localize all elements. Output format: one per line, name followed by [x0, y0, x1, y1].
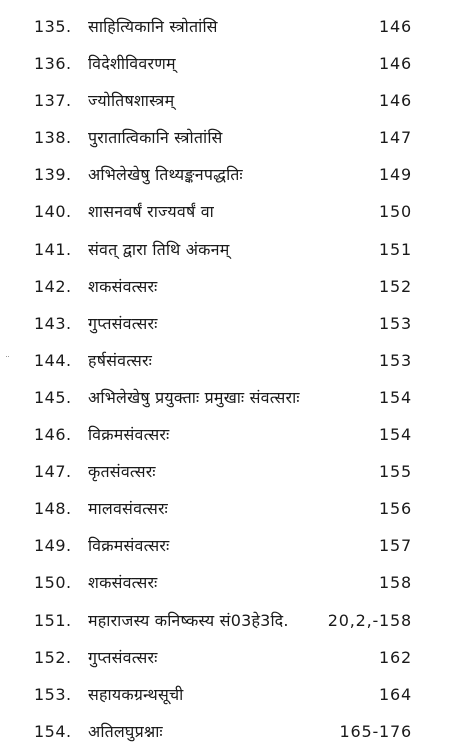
toc-entry-page: 156 [379, 499, 412, 519]
toc-entry [0, 45, 474, 82]
toc-entry-number: 139. [34, 165, 72, 185]
toc-entry [0, 713, 474, 750]
toc-entry [0, 82, 474, 119]
toc-entry-title: हर्षसंवत्सरः [88, 350, 153, 370]
toc-entry-number: 153. [34, 684, 72, 704]
toc-entry-title: विदेशीविवरणम् [88, 54, 176, 74]
toc-entry-title: कृतसंवत्सरः [88, 462, 156, 482]
toc-entry [0, 490, 474, 527]
toc-entry-number: 137. [34, 91, 72, 111]
toc-entry-page: 158 [379, 573, 412, 593]
toc-entry-title: गुप्तसंवत्सरः [88, 647, 158, 667]
toc-entry [0, 8, 474, 45]
toc-entry-title: गुप्तसंवत्सरः [88, 313, 158, 333]
toc-entry-title: सहायकग्रन्थसूची [88, 684, 184, 704]
toc-entry-number: 141. [34, 239, 72, 259]
toc-entry [0, 268, 474, 305]
toc-entry-page: 164 [379, 684, 412, 704]
toc-entry-title: मालवसंवत्सरः [88, 499, 168, 519]
toc-entry [0, 342, 474, 379]
table-of-contents [0, 8, 474, 750]
toc-entry-page: 151 [379, 239, 412, 259]
toc-entry-number: 151. [34, 610, 72, 630]
toc-entry-number: 150. [34, 573, 72, 593]
toc-entry-title: शासनवर्षं राज्यवर्षं वा [88, 202, 214, 222]
toc-entry-number: 148. [34, 499, 72, 519]
toc-entry-title: शकसंवत्सरः [88, 573, 158, 593]
toc-entry-page: 146 [379, 17, 412, 36]
toc-entry [0, 119, 474, 156]
toc-entry-title: अतिलघुप्रश्नाः [88, 721, 163, 741]
toc-entry-page: 154 [379, 387, 412, 407]
toc-entry-page: 153 [379, 313, 412, 333]
toc-entry-title: संवत् द्वारा तिथि अंकनम् [88, 239, 230, 259]
toc-entry-page: 153 [379, 350, 412, 370]
toc-entry-number: 143. [34, 313, 72, 333]
toc-entry-title: अभिलेखेषु तिथ्यङ्कनपद्धतिः [88, 165, 243, 185]
toc-entry-number: 149. [34, 536, 72, 556]
toc-entry-page: 20,2,-158 [327, 610, 412, 630]
toc-entry [0, 602, 474, 639]
toc-entry-number: 142. [34, 276, 72, 296]
toc-entry-title: शकसंवत्सरः [88, 276, 158, 296]
toc-entry-page: 150 [379, 202, 412, 222]
toc-entry [0, 305, 474, 342]
toc-entry-number: 144. [34, 350, 72, 370]
toc-entry-title: महाराजस्य कनिष्कस्य सं03हे3दि. [88, 610, 289, 630]
toc-entry [0, 193, 474, 230]
toc-entry [0, 379, 474, 416]
toc-entry-page: 165-176 [339, 721, 412, 741]
toc-entry [0, 527, 474, 564]
toc-entry-title: ज्योतिषशास्त्रम् [88, 91, 175, 111]
toc-entry-number: 135. [34, 17, 72, 36]
toc-entry-number: 145. [34, 387, 72, 407]
toc-entry [0, 416, 474, 453]
toc-entry-page: 149 [379, 165, 412, 185]
toc-entry-number: 154. [34, 721, 72, 741]
toc-entry-number: 152. [34, 647, 72, 667]
toc-entry-title: साहित्यिकानि स्त्रोतांसि [88, 17, 218, 36]
toc-entry-number: 140. [34, 202, 72, 222]
print-speck [6, 356, 9, 359]
toc-entry [0, 676, 474, 713]
toc-entry-title: विक्रमसंवत्सरः [88, 536, 170, 556]
toc-entry-number: 138. [34, 128, 72, 148]
toc-entry-page: 146 [379, 91, 412, 111]
toc-entry-page: 155 [379, 462, 412, 482]
toc-entry [0, 453, 474, 490]
toc-entry-page: 147 [379, 128, 412, 148]
toc-entry [0, 231, 474, 268]
toc-entry-number: 146. [34, 425, 72, 445]
toc-entry-title: अभिलेखेषु प्रयुक्ताः प्रमुखाः संवत्सराः [88, 387, 300, 407]
toc-entry-number: 136. [34, 54, 72, 74]
toc-entry-number: 147. [34, 462, 72, 482]
toc-entry [0, 156, 474, 193]
toc-entry-title: पुरातात्विकानि स्त्रोतांसि [88, 128, 223, 148]
toc-entry-title: विक्रमसंवत्सरः [88, 425, 170, 445]
toc-entry-page: 152 [379, 276, 412, 296]
toc-entry [0, 639, 474, 676]
toc-entry-page: 146 [379, 54, 412, 74]
toc-entry [0, 564, 474, 601]
toc-entry-page: 154 [379, 425, 412, 445]
toc-entry-page: 157 [379, 536, 412, 556]
toc-entry-page: 162 [379, 647, 412, 667]
